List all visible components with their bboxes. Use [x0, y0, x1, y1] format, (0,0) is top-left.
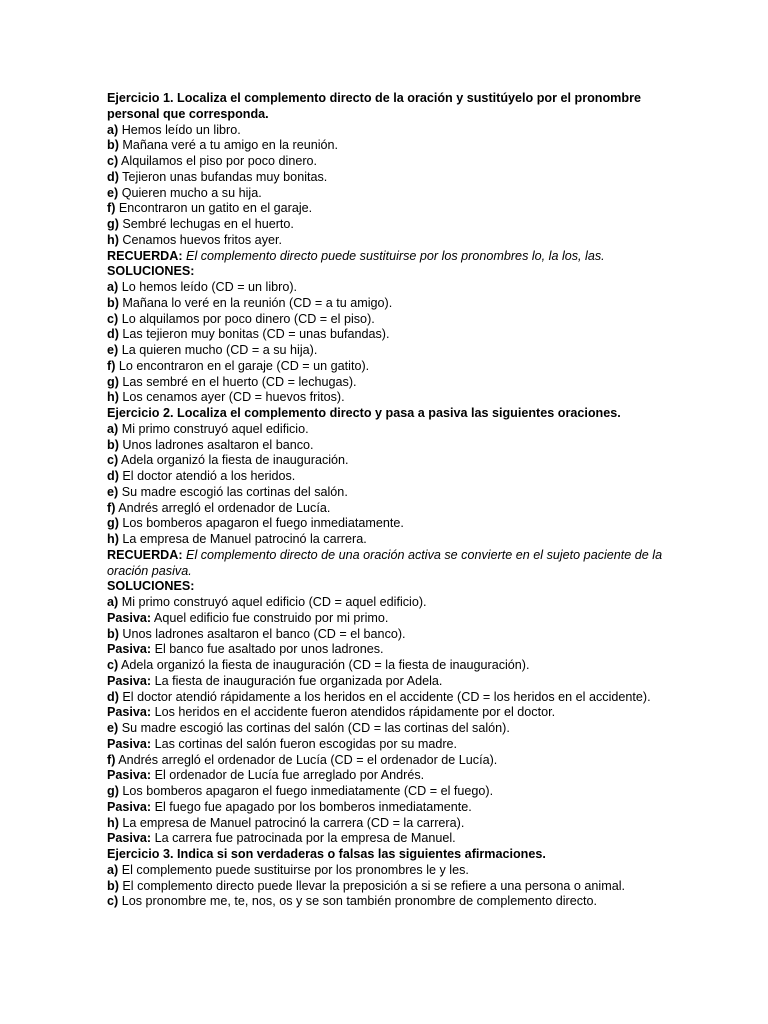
item-text: La empresa de Manuel patrocinó la carrera. — [118, 532, 367, 546]
pasiva-text: Los heridos en el accidente fueron atendidos rápidamente por el doctor. — [151, 705, 556, 720]
solution-letter: g) — [107, 374, 119, 389]
exercise-2-pasiva-h — [107, 831, 667, 847]
pasiva-label: Pasiva: — [107, 673, 152, 688]
exercise-3-item-c — [107, 894, 667, 910]
solution-letter: b) — [107, 626, 119, 641]
solution-letter: f) — [107, 358, 116, 373]
solution-letter: a) — [107, 595, 119, 609]
solution-text: Los bomberos apagaron el fuego inmediatamente (CD = el fuego). — [118, 784, 494, 798]
solution-letter: f) — [107, 752, 116, 767]
solution-text: La quieren mucho (CD = a su hija). — [118, 343, 318, 357]
solution-text: Las tejieron muy bonitas (CD = unas bufandas). — [118, 327, 390, 342]
exercise-1-solution-g — [107, 375, 667, 391]
solution-text: Andrés arregló el ordenador de Lucía (CD = el ordenador de Lucía). — [115, 752, 498, 767]
exercise-2-solution-f — [107, 753, 667, 769]
exercise-2-item-g — [107, 516, 667, 532]
item-letter: a) — [107, 862, 119, 877]
document-page — [107, 91, 667, 910]
solution-text: Su madre escogió las cortinas del salón (CD = las cortinas del salón). — [118, 721, 510, 735]
solution-text: Adela organizó la fiesta de inauguración (CD = la fiesta de inauguración). — [118, 658, 530, 672]
item-text: Andrés arregló el ordenador de Lucía. — [115, 500, 331, 515]
item-text: Encontraron un gatito en el garaje. — [115, 201, 313, 216]
item-letter: b) — [107, 138, 119, 153]
item-text: Mi primo construyó aquel edificio. — [118, 421, 309, 436]
item-letter: d) — [107, 169, 119, 184]
item-letter: e) — [107, 484, 119, 499]
exercise-2-solution-h — [107, 816, 667, 832]
pasiva-text: El banco fue asaltado por unos ladrones. — [151, 642, 384, 657]
exercise-1-solution-b — [107, 296, 667, 312]
exercise-2-solution-b — [107, 627, 667, 643]
exercise-2-pasiva-g — [107, 800, 667, 816]
exercise-2-item-d — [107, 469, 667, 485]
solution-text: Lo hemos leído (CD = un libro). — [118, 280, 298, 294]
exercise-2-pasiva-f — [107, 768, 667, 784]
exercise-2-solution-a — [107, 595, 667, 611]
solution-letter: g) — [107, 784, 119, 798]
exercise-2-pasiva-c — [107, 674, 667, 690]
exercise-1-item-f — [107, 201, 667, 217]
solution-letter: a) — [107, 280, 119, 294]
recuerda-label: RECUERDA: — [107, 248, 183, 263]
pasiva-label: Pasiva: — [107, 736, 152, 751]
exercise-1-soluciones-heading: SOLUCIONES: — [107, 264, 195, 279]
exercise-1-item-b — [107, 138, 667, 154]
exercise-1-item-g — [107, 217, 667, 233]
item-text: Mañana veré a tu amigo en la reunión. — [118, 138, 339, 153]
exercise-1-item-c — [107, 154, 667, 170]
pasiva-text: El fuego fue apagado por los bomberos inmediatamente. — [151, 799, 472, 814]
solution-text: Las sembré en el huerto (CD = lechugas). — [118, 374, 357, 389]
exercise-2-solution-e — [107, 721, 667, 737]
item-letter: f) — [107, 201, 116, 216]
pasiva-label: Pasiva: — [107, 642, 152, 657]
exercise-2-pasiva-e — [107, 737, 667, 753]
item-text: Cenamos huevos fritos ayer. — [118, 232, 282, 247]
item-letter: c) — [107, 453, 119, 468]
item-letter: f) — [107, 500, 116, 515]
solution-letter: e) — [107, 721, 119, 735]
solution-letter: b) — [107, 295, 119, 310]
pasiva-label: Pasiva: — [107, 705, 152, 720]
pasiva-text: La carrera fue patrocinada por la empresa de Manuel. — [151, 831, 456, 846]
solution-letter: h) — [107, 390, 119, 405]
item-text: Los pronombre me, te, nos, os y se son también pronombre de complemento directo. — [118, 894, 598, 909]
solution-text: Mi primo construyó aquel edificio (CD = aquel edificio). — [118, 595, 427, 609]
item-letter: b) — [107, 878, 119, 893]
solution-text: La empresa de Manuel patrocinó la carrera (CD = la carrera). — [118, 815, 465, 830]
exercise-1-solution-a — [107, 280, 667, 296]
pasiva-label: Pasiva: — [107, 768, 152, 783]
item-letter: a) — [107, 122, 119, 137]
exercise-1-item-d — [107, 170, 667, 186]
exercise-1-title: Ejercicio 1. Localiza el complemento directo de la oración y sustitúyelo por el pronombre personal que corresponda. — [107, 91, 641, 121]
exercise-2-item-f — [107, 501, 667, 517]
exercise-1-recuerda — [107, 249, 667, 265]
exercise-3-title: Ejercicio 3. Indica si son verdaderas o falsas las siguientes afirmaciones. — [107, 847, 546, 861]
exercise-2-item-a — [107, 422, 667, 438]
exercise-2-pasiva-b — [107, 642, 667, 658]
exercise-1-item-h — [107, 233, 667, 249]
solution-text: Lo encontraron en el garaje (CD = un gatito). — [115, 358, 370, 373]
item-letter: g) — [107, 516, 119, 531]
exercise-2-soluciones-heading: SOLUCIONES: — [107, 579, 195, 594]
item-text: Quieren mucho a su hija. — [118, 185, 262, 200]
exercise-3-item-b — [107, 879, 667, 895]
recuerda-text: El complemento directo puede sustituirse por los pronombres lo, la los, las. — [182, 248, 605, 263]
item-letter: b) — [107, 437, 119, 452]
item-text: Sembré lechugas en el huerto. — [118, 217, 294, 231]
solution-letter: d) — [107, 689, 119, 704]
solution-letter: d) — [107, 327, 119, 342]
exercise-2-item-c — [107, 453, 667, 469]
item-text: Adela organizó la fiesta de inauguración. — [118, 453, 349, 468]
exercise-1-solution-e — [107, 343, 667, 359]
pasiva-text: La fiesta de inauguración fue organizada por Adela. — [151, 673, 443, 688]
recuerda-text: El complemento directo de una oración activa se convierte en el sujeto paciente de la oración pasiva. — [107, 547, 663, 578]
pasiva-text: El ordenador de Lucía fue arreglado por Andrés. — [151, 768, 425, 783]
item-letter: h) — [107, 232, 119, 247]
item-text: Tejieron unas bufandas muy bonitas. — [118, 169, 328, 184]
item-text: El doctor atendió a los heridos. — [118, 469, 296, 483]
exercise-1-item-a — [107, 123, 667, 139]
item-text: Hemos leído un libro. — [118, 122, 241, 137]
item-letter: e) — [107, 185, 119, 200]
item-text: Unos ladrones asaltaron el banco. — [118, 437, 314, 452]
exercise-2-item-b — [107, 438, 667, 454]
exercise-1-item-e — [107, 186, 667, 202]
exercise-2-pasiva-a — [107, 611, 667, 627]
exercise-2-title: Ejercicio 2. Localiza el complemento directo y pasa a pasiva las siguientes oraciones. — [107, 406, 621, 420]
item-letter: d) — [107, 469, 119, 483]
exercise-1-solution-h — [107, 390, 667, 406]
solution-text: Los cenamos ayer (CD = huevos fritos). — [118, 390, 345, 405]
pasiva-text: Aquel edificio fue construido por mi primo. — [151, 610, 389, 625]
item-text: El complemento puede sustituirse por los pronombres le y les. — [118, 862, 469, 877]
item-letter: g) — [107, 217, 119, 231]
exercise-1-solution-f — [107, 359, 667, 375]
item-text: Los bomberos apagaron el fuego inmediatamente. — [118, 516, 404, 531]
solution-letter: c) — [107, 311, 119, 326]
solution-letter: c) — [107, 658, 119, 672]
solution-text: Unos ladrones asaltaron el banco (CD = el banco). — [118, 626, 406, 641]
exercise-2-pasiva-d — [107, 705, 667, 721]
item-text: Su madre escogió las cortinas del salón. — [118, 484, 348, 499]
solution-text: Lo alquilamos por poco dinero (CD = el piso). — [118, 311, 375, 326]
solution-text: El doctor atendió rápidamente a los heridos en el accidente (CD = los heridos en el accidente). — [118, 689, 651, 704]
item-letter: c) — [107, 894, 119, 909]
exercise-1-solution-d — [107, 327, 667, 343]
exercise-2-item-e — [107, 485, 667, 501]
exercise-2-solution-g — [107, 784, 667, 800]
item-text: El complemento directo puede llevar la preposición a si se refiere a una persona o animal. — [118, 878, 626, 893]
pasiva-label: Pasiva: — [107, 799, 152, 814]
solution-letter: e) — [107, 343, 119, 357]
solution-text: Mañana lo veré en la reunión (CD = a tu amigo). — [118, 295, 393, 310]
item-text: Alquilamos el piso por poco dinero. — [118, 154, 318, 168]
exercise-2-item-h — [107, 532, 667, 548]
exercise-2-solution-c — [107, 658, 667, 674]
exercise-1-solution-c — [107, 312, 667, 328]
pasiva-text: Las cortinas del salón fueron escogidas por su madre. — [151, 736, 458, 751]
recuerda-label: RECUERDA: — [107, 547, 183, 562]
item-letter: a) — [107, 421, 119, 436]
exercise-3-item-a — [107, 863, 667, 879]
exercise-2-recuerda — [107, 548, 667, 580]
pasiva-label: Pasiva: — [107, 831, 152, 846]
item-letter: c) — [107, 154, 119, 168]
solution-letter: h) — [107, 815, 119, 830]
exercise-2-solution-d — [107, 690, 667, 706]
pasiva-label: Pasiva: — [107, 610, 152, 625]
item-letter: h) — [107, 532, 119, 546]
